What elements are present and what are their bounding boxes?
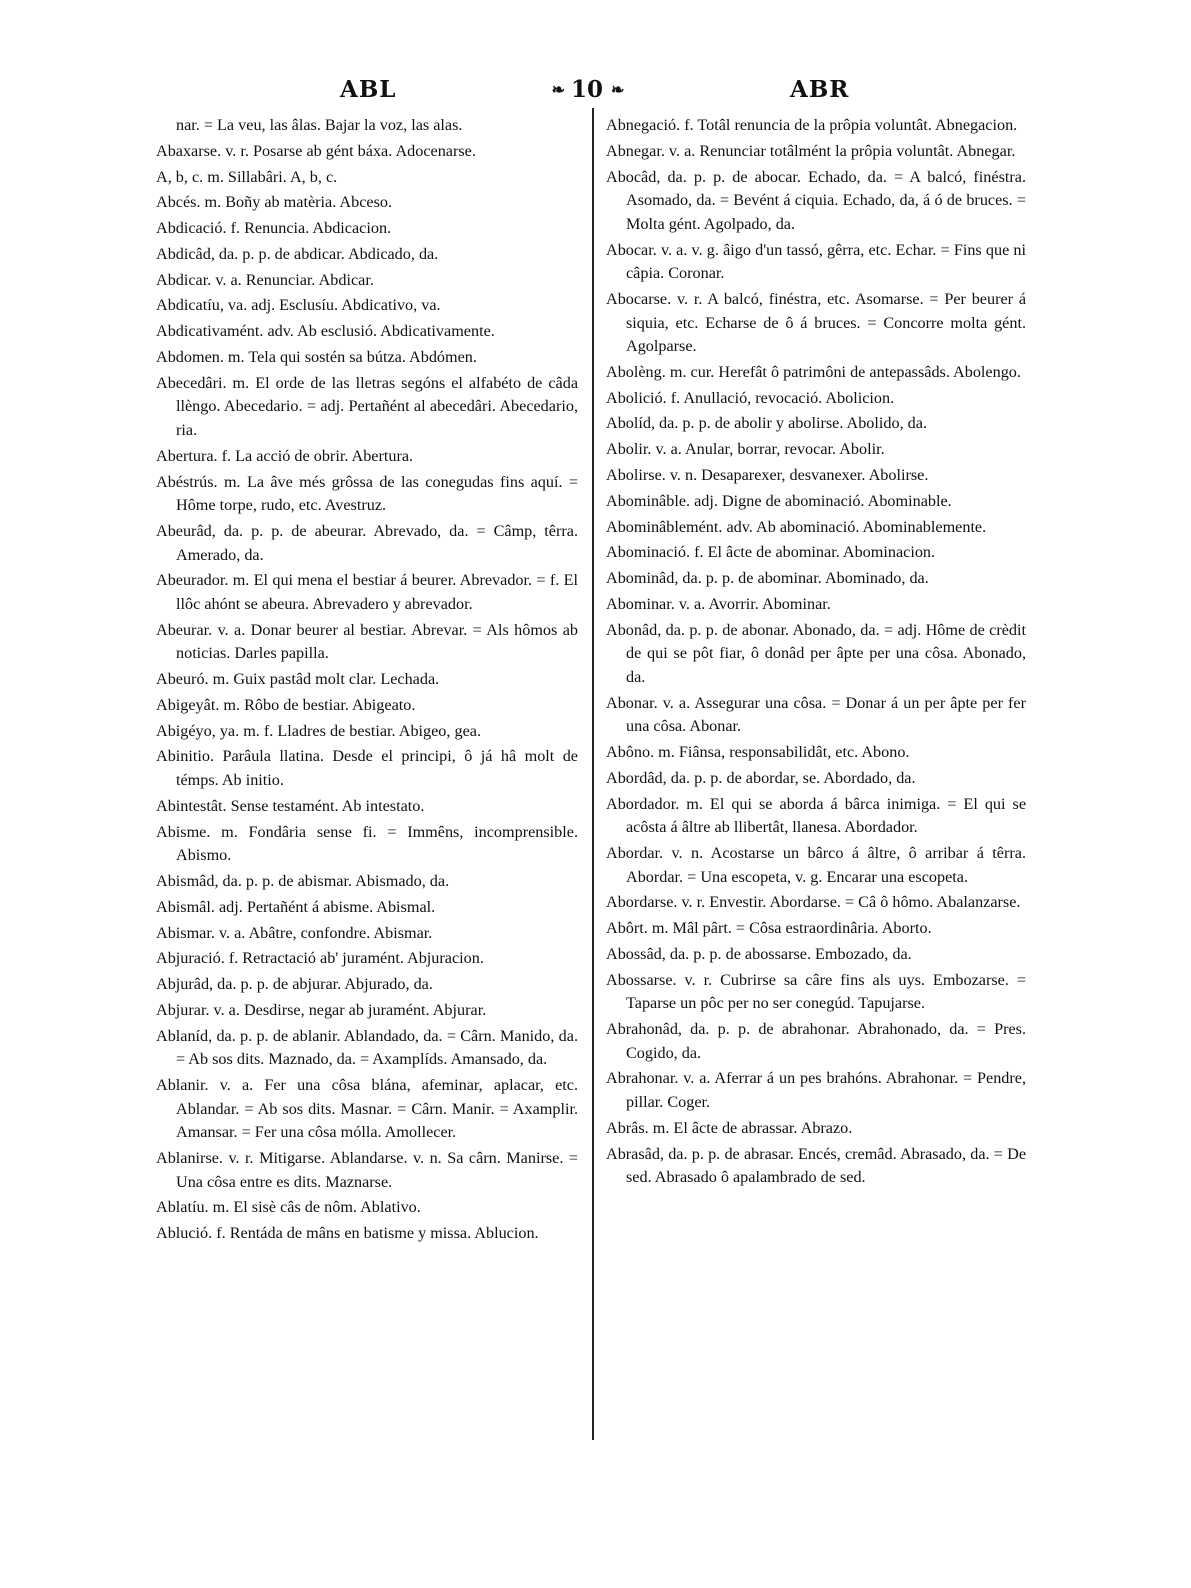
dictionary-entry: Abdicativamént. adv. Ab esclusió. Abdicativamente. <box>156 322 495 341</box>
ornament-right-icon: ❧ <box>611 80 623 99</box>
dictionary-entry: Abecedâri. m. El orde de las lletras segóns el alfabéto de câda llèngo. Abecedario. = adj. Pertañént al abecedâri. Abecedario, ria. <box>156 373 578 439</box>
dictionary-entry: Abdomen. m. Tela qui sostén sa bútza. Abdómen. <box>156 348 477 367</box>
dictionary-entry: Abrahonar. v. a. Aferrar á un pes brahóns. Abrahonar. = Pendre, pillar. Coger. <box>606 1069 1026 1112</box>
dictionary-entry: A, b, c. m. Sillabâri. A, b, c. <box>156 167 338 186</box>
dictionary-entry: Abolirse. v. n. Desaparexer, desvanexer. Abolirse. <box>606 466 929 484</box>
dictionary-entry: Abigeyât. m. Rôbo de bestiar. Abigeato. <box>156 695 416 714</box>
dictionary-entry: Abeurador. m. El qui mena el bestiar á beurer. Abrevador. = f. El llôc ahónt se abeura. Abrevadero y abrevador. <box>156 571 578 613</box>
dictionary-entry: Abordador. m. El qui se aborda á bârca inimiga. = El qui se acôsta á âltre ab llibertât, llanesa. Abordador. <box>606 794 1026 837</box>
dictionary-entry: Abolèng. m. cur. Herefât ô patrimôni de antepassâds. Abolengo. <box>606 362 1021 381</box>
dictionary-entry: Abjuració. f. Retractació ab' juramént. Abjuracion. <box>156 949 484 968</box>
dictionary-entry: Abigéyo, ya. m. f. Lladres de bestiar. Abigeo, gea. <box>156 721 482 740</box>
dictionary-entry: Abrasâd, da. p. p. de abrasar. Encés, cremâd. Abrasado, da. = De sed. Abrasado ô apalambrado de sed. <box>606 1144 1026 1187</box>
dictionary-entry: Abolir. v. a. Anular, borrar, revocar. Abolir. <box>606 440 885 459</box>
dictionary-entry: Abertura. f. La acció de obrir. Abertura. <box>156 446 414 465</box>
page-number-block <box>522 76 652 103</box>
right-headword: ABR <box>790 76 850 103</box>
dictionary-entry: Abordâd, da. p. p. de abordar, se. Abordado, da. <box>606 768 916 787</box>
dictionary-entry: Abolició. f. Anullació, revocació. Abolicion. <box>606 388 895 407</box>
dictionary-entry: Abismâl. adj. Pertañént á abisme. Abismal. <box>156 897 436 916</box>
dictionary-entry: Abéstrús. m. La âve més grôssa de las conegudas fins aquí. = Hôme torpe, rudo, etc. Avestruz. <box>156 472 578 515</box>
dictionary-entry: Abominar. v. a. Avorrir. Abominar. <box>606 594 831 613</box>
dictionary-entry: Abôno. m. Fiânsa, responsabilidât, etc. Abono. <box>606 743 910 762</box>
page-number: 10 <box>570 76 603 103</box>
dictionary-entry: Abintestât. Sense testamént. Ab intestato. <box>156 796 425 815</box>
dictionary-entry: Abjurar. v. a. Desdirse, negar ab juramént. Abjurar. <box>156 1000 487 1019</box>
dictionary-entry: Ablanirse. v. r. Mitigarse. Ablandarse. v. n. Sa cârn. Manirse. = Una côsa entre es dits. Maznarse. <box>156 1148 578 1191</box>
dictionary-entry: Abocarse. v. r. A balcó, finéstra, etc. Asomarse. = Per beurer á siquia, etc. Echarse de ô á bruces. = Concorre molta gént. Agolparse. <box>606 289 1026 356</box>
dictionary-entry: Abocar. v. a. v. g. âigo d'un tassó, gêrra, etc. Echar. = Fins que ni câpia. Coronar. <box>606 240 1026 283</box>
ornament-left-icon: ❧ <box>551 80 563 99</box>
dictionary-entry: Abossarse. v. r. Cubrirse sa câre fins als uys. Embozarse. = Taparse un pôc per no ser conegúd. Tapujarse. <box>606 970 1026 1013</box>
dictionary-entry: Abrâs. m. El âcte de abrassar. Abrazo. <box>606 1118 853 1137</box>
dictionary-entry: Ablatíu. m. El sisè câs de nôm. Ablativo. <box>156 1198 421 1217</box>
dictionary-entry: Abismâd, da. p. p. de abismar. Abismado, da. <box>156 871 450 890</box>
dictionary-entry: Ablaníd, da. p. p. de ablanir. Ablandado, da. = Cârn. Manido, da. = Ab sos dits. Maznado, da. = Axamplíds. Amansado, da. <box>156 1026 578 1069</box>
dictionary-entry: Abolíd, da. p. p. de abolir y abolirse. Abolido, da. <box>606 414 927 433</box>
dictionary-entry: Abdicar. v. a. Renunciar. Abdicar. <box>156 270 374 289</box>
dictionary-entry: Abrahonâd, da. p. p. de abrahonar. Abrahonado, da. = Pres. Cogido, da. <box>606 1020 1026 1062</box>
dictionary-entry: Abocâd, da. p. p. de abocar. Echado, da. = A balcó, finéstra. Asomado, da. = Bevént á ciquia. Echado, da, á ó de bruces. = Molta gént. Agolpado, da. <box>606 167 1026 233</box>
dictionary-entry: Abcés. m. Boñy ab matèria. Abceso. <box>156 193 393 212</box>
dictionary-entry: Abeurar. v. a. Donar beurer al bestiar. Abrevar. = Als hômos ab noticias. Darles papilla. <box>156 620 578 663</box>
dictionary-entry: Abominâble. adj. Digne de abominació. Abominable. <box>606 491 952 510</box>
dictionary-entry: Ablució. f. Rentáda de mâns en batisme y missa. Ablucion. <box>156 1224 539 1243</box>
column-divider <box>592 108 594 1440</box>
dictionary-entry: Abismar. v. a. Abâtre, confondre. Abismar. <box>156 923 433 942</box>
dictionary-entry: Abnegació. f. Totâl renuncia de la prôpia voluntât. Abnegacion. <box>606 116 1018 134</box>
dictionary-entry: Abisme. m. Fondâria sense fi. = Immêns, incomprensible. Abismo. <box>156 822 578 865</box>
dictionary-entry: Abdicâd, da. p. p. de abdicar. Abdicado, da. <box>156 244 439 263</box>
dictionary-entry: Abonar. v. a. Assegurar una côsa. = Donar á un per âpte per fer una côsa. Abonar. <box>606 693 1026 736</box>
dictionary-entry: Abaxarse. v. r. Posarse ab gént báxa. Adocenarse. <box>156 141 476 160</box>
dictionary-entry: Abjurâd, da. p. p. de abjurar. Abjurado, da. <box>156 975 433 994</box>
dictionary-entry: Abominâblemént. adv. Ab abominació. Abominablemente. <box>606 517 987 536</box>
dictionary-entry: Abdicació. f. Renuncia. Abdicacion. <box>156 219 392 238</box>
dictionary-entry: Abnegar. v. a. Renunciar totâlmént la prôpia voluntât. Abnegar. <box>606 141 1016 160</box>
dictionary-entry: Abordarse. v. r. Envestir. Abordarse. = Câ ô hômo. Abalanzarse. <box>606 893 1021 912</box>
left-headword: ABL <box>340 76 397 103</box>
dictionary-entry: nar. = La veu, las âlas. Bajar la voz, las alas. <box>176 116 463 134</box>
dictionary-entry: Abdicatíu, va. adj. Esclusíu. Abdicativo, va. <box>156 296 441 315</box>
dictionary-entry: Abossâd, da. p. p. de abossarse. Embozado, da. <box>606 944 912 963</box>
right-column <box>606 114 1026 1192</box>
dictionary-entry: Abeuró. m. Guix pastâd molt clar. Lechada. <box>156 670 440 689</box>
left-column <box>156 114 578 1248</box>
dictionary-entry: Abordar. v. n. Acostarse un bârco á âltre, ô arribar á têrra. Abordar. = Una escopeta, v. g. Encarar una escopeta. <box>606 843 1026 886</box>
dictionary-entry: Abeurâd, da. p. p. de abeurar. Abrevado, da. = Câmp, têrra. Amerado, da. <box>156 521 578 564</box>
dictionary-entry: Abonâd, da. p. p. de abonar. Abonado, da. = adj. Hôme de crèdit de qui se pôt fiar, ô donâd per âpte per una côsa. Abonado, da. <box>606 620 1026 686</box>
dictionary-entry: Abominâd, da. p. p. de abominar. Abominado, da. <box>606 569 929 588</box>
dictionary-entry: Abominació. f. El âcte de abominar. Abominacion. <box>606 543 936 562</box>
dictionary-entry: Abôrt. m. Mâl pârt. = Côsa estraordinâria. Aborto. <box>606 919 932 938</box>
dictionary-entry: Abinitio. Parâula llatina. Desde el principi, ô já hâ molt de témps. Ab initio. <box>156 747 578 789</box>
dictionary-entry: Ablanir. v. a. Fer una côsa blána, afeminar, aplacar, etc. Ablandar. = Ab sos dits. Masnar. = Cârn. Manir. = Axamplir. Amansar. = Fer una côsa mólla. Amollecer. <box>156 1076 578 1142</box>
page-header <box>0 76 1191 116</box>
